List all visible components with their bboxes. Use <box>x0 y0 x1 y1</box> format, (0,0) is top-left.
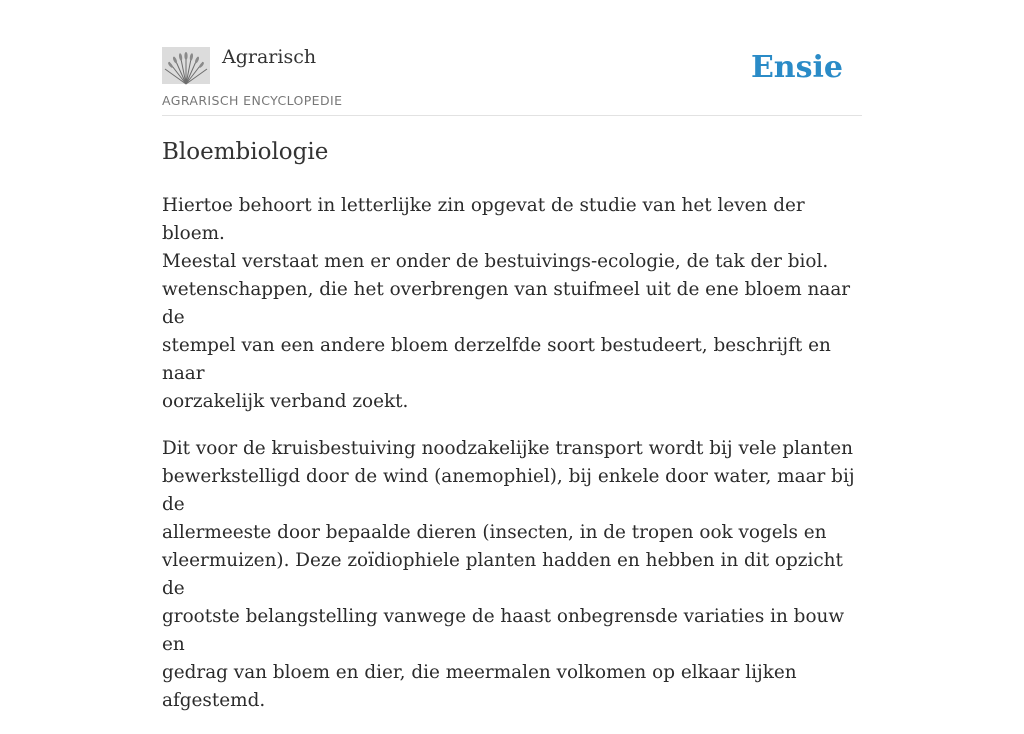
paragraph <box>162 192 862 416</box>
text-line: Meestal verstaat men er onder de bestuivings-ecologie, de tak der biol. <box>162 251 829 272</box>
brand-logo[interactable]: Ensie <box>750 50 843 85</box>
text-line: Dit voor de kruisbestuiving noodzakelijke transport wordt bij vele planten <box>162 438 853 459</box>
text-line: wetenschappen, die het overbrengen van stuifmeel uit de ene bloem naar de <box>162 279 851 328</box>
source-subtitle[interactable]: AGRARISCH ENCYCLOPEDIE <box>162 93 343 108</box>
text-line: allermeeste door bepaalde dieren (insecten, in de tropen ook vogels en <box>162 522 827 543</box>
text-line: grootste belangstelling vanwege de haast onbegrensde variaties in bouw en <box>162 606 845 655</box>
article-body <box>162 192 862 734</box>
text-line: stempel van een andere bloem derzelfde soort bestudeert, beschrijft en naar <box>162 335 831 384</box>
paragraph <box>162 435 862 715</box>
page <box>162 0 862 711</box>
page-title: Bloembiologie <box>162 139 329 165</box>
text-line: bewerkstelligd door de wind (anemophiel), bij enkele door water, maar bij de <box>162 466 855 515</box>
text-line: gedrag van bloem en dier, die meermalen volkomen op elkaar lijken afgestemd. <box>162 662 797 711</box>
text-line: vleermuizen). Deze zoïdiophiele planten hadden en hebben in dit opzicht de <box>162 550 843 599</box>
header <box>162 0 862 116</box>
text-line: Hiertoe behoort in letterlijke zin opgevat de studie van het leven der bloem. <box>162 195 805 244</box>
source-name[interactable]: Agrarisch <box>222 46 317 68</box>
text-line: oorzakelijk verband zoekt. <box>162 391 409 412</box>
wheat-sheaf-icon[interactable] <box>162 47 210 84</box>
